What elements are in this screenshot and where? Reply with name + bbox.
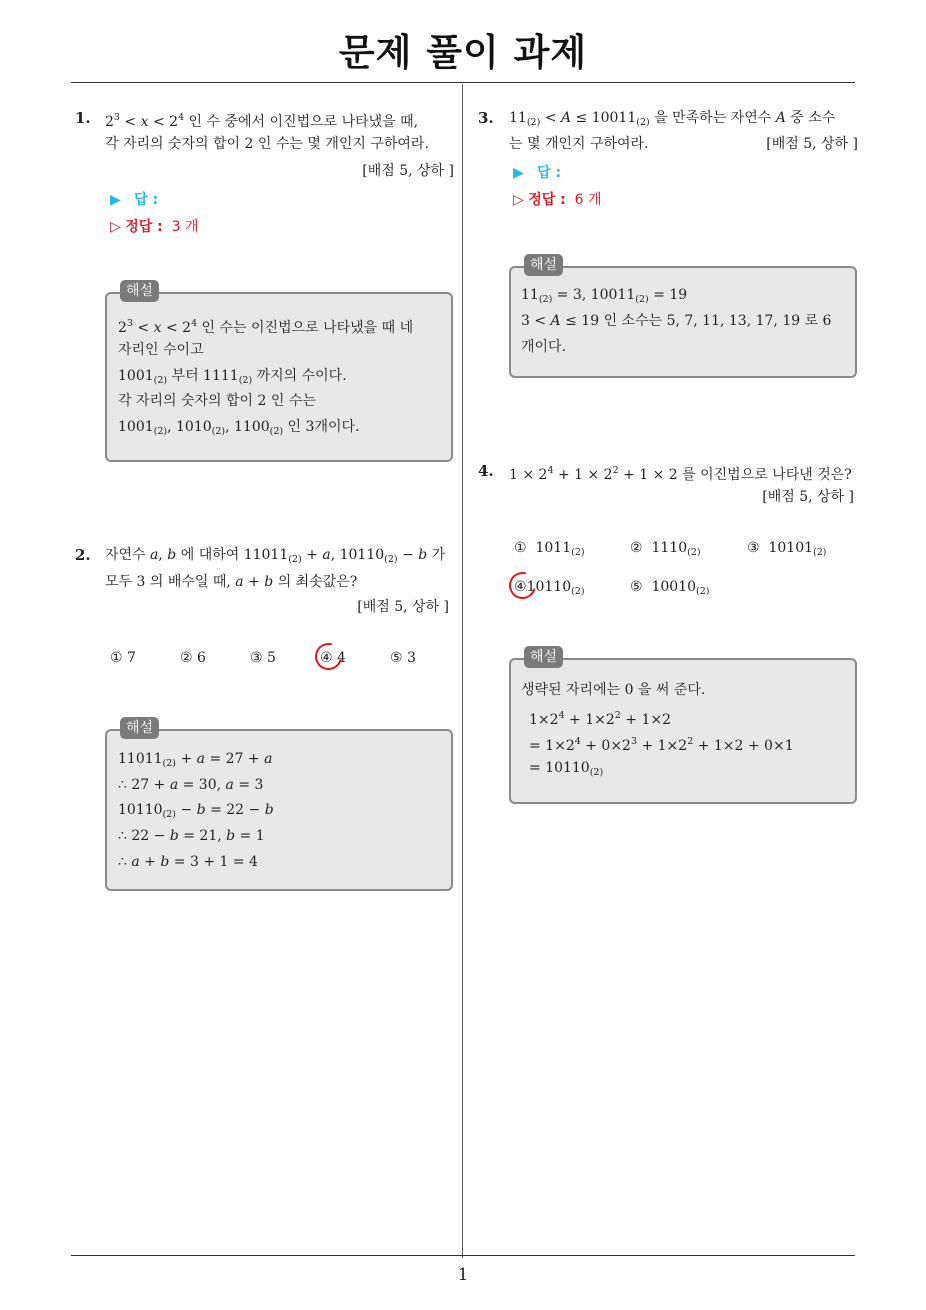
question-1-explanation-line: 자리인 수이고 xyxy=(118,342,204,358)
question-2-explanation-line: ∴ a + b = 3 + 1 = 4 xyxy=(118,854,258,870)
question-1-explanation-line: $1001_{(2)}$, $1010_{(2)}$, $1100_{(2)}$ 인 3개이다. xyxy=(118,419,360,437)
question-4-explanation-line: 생략된 자리에는 0 을 써 준다. xyxy=(521,682,706,698)
question-2-line-2: 모두 3 의 배수일 때, a + b 의 최솟값은? xyxy=(105,574,358,590)
question-2-choice-3[interactable]: ③ 5 xyxy=(250,650,276,666)
question-2-explanation-tag: 해설 xyxy=(120,717,159,739)
question-4-line-1: $1 \times 2^4 + 1 \times 2^2 + 1 \times 2$ 를 이진법으로 나타낸 것은? xyxy=(509,465,852,483)
question-1-correct-answer: ▷ 정답 : 3 개 xyxy=(110,219,199,235)
question-2-explanation-line: ∴ 27 + a = 30, a = 3 xyxy=(118,777,264,793)
question-4-choice-4[interactable]: $④10110_{(2)}$ xyxy=(514,579,585,597)
page-number: 1 xyxy=(457,1265,469,1285)
question-4-explanation-line: = $10110_{(2)}$ xyxy=(529,760,604,778)
question-4-choice-3[interactable]: ③ $10101_{(2)}$ xyxy=(747,540,827,558)
question-2-meta: [배점 5, 상하 ] xyxy=(357,599,449,615)
question-1-answer[interactable]: ▶ 답 : xyxy=(110,192,159,208)
answer-circle-mark xyxy=(310,638,347,675)
header-rule xyxy=(71,82,855,83)
question-3-explanation-line: 개이다. xyxy=(521,339,567,355)
question-1-meta: [배점 5, 상하 ] xyxy=(362,163,454,179)
page-title: 문제 풀이 과제 xyxy=(338,31,588,74)
question-3-line-2: 는 몇 개인지 구하여라. xyxy=(509,136,649,152)
question-2-number: 2. xyxy=(75,546,91,564)
question-1-number: 1. xyxy=(75,109,91,127)
question-1-explanation-tag: 해설 xyxy=(120,280,159,302)
play-icon: ▶ xyxy=(513,165,524,181)
question-1-explanation-line: 각 자리의 숫자의 합이 2 인 수는 xyxy=(118,393,316,409)
question-2-line-1: 자연수 a, b 에 대하여 $11011_{(2)} + a$, $10110_{(2)} - b$ 가 xyxy=(105,547,446,565)
footer-rule xyxy=(71,1255,855,1256)
question-3-explanation-line: $11_{(2)} = 3$, $10011_{(2)} = 19$ xyxy=(521,287,688,305)
question-1-explanation-line: $1001_{(2)}$ 부터 $1111_{(2)}$ 까지의 수이다. xyxy=(118,368,347,386)
question-4-explanation-tag: 해설 xyxy=(524,646,563,668)
question-2-choice-5[interactable]: ⑤ 3 xyxy=(390,650,416,666)
question-4-explanation-line: $1\times 2^4 + 1\times 2^2 + 1\times 2$ xyxy=(529,710,672,728)
question-3-number: 3. xyxy=(478,109,494,127)
question-2-explanation-line: $11011_{(2)} + a = 27 + a$ xyxy=(118,751,273,769)
play-outline-icon: ▷ xyxy=(110,219,121,235)
question-3-correct-answer: ▷ 정답 : 6 개 xyxy=(513,192,602,208)
question-2-choice-1[interactable]: ① 7 xyxy=(110,650,136,666)
question-1-explanation-line: $2^3 < x < 2^4$ 인 수는 이진법으로 나타냈을 때 네 xyxy=(118,318,414,336)
question-2-explanation-line: $10110_{(2)} - b = 22 - b$ xyxy=(118,802,274,820)
question-3-explanation-line: 3 < A ≤ 19 인 소수는 5, 7, 11, 13, 17, 19 로 6 xyxy=(521,313,832,329)
question-3-line-1: $11_{(2)} < A \le 10011_{(2)}$ 을 만족하는 자연수 A 중 소수 xyxy=(509,110,836,128)
question-4-explanation-line: = $1\times 2^4 + 0\times 2^3 + 1\times 2^2 + 1\times 2 + 0\times 1$ xyxy=(529,736,794,754)
question-2-explanation-line: ∴ 22 − b = 21, b = 1 xyxy=(118,828,265,844)
question-4-choice-5[interactable]: ⑤ $10010_{(2)}$ xyxy=(630,579,710,597)
question-4-meta: [배점 5, 상하 ] xyxy=(762,489,854,505)
column-divider xyxy=(462,84,463,1258)
question-1-line-1: $2^3 < x < 2^4$ 인 수 중에서 이진법으로 나타냈을 때, xyxy=(105,112,419,130)
question-3-answer[interactable]: ▶ 답 : xyxy=(513,165,562,181)
question-2-choice-2[interactable]: ② 6 xyxy=(180,650,206,666)
question-1-line-2: 각 자리의 숫자의 합이 2 인 수는 몇 개인지 구하여라. xyxy=(105,136,429,152)
question-2-choice-4[interactable]: ④ 4 xyxy=(320,650,346,666)
question-3-explanation-tag: 해설 xyxy=(524,254,563,276)
question-4-choice-2[interactable]: ② $1110_{(2)}$ xyxy=(630,540,701,558)
question-4-number: 4. xyxy=(478,462,494,480)
question-4-choice-1[interactable]: ① $1011_{(2)}$ xyxy=(514,540,585,558)
play-outline-icon: ▷ xyxy=(513,192,524,208)
play-icon: ▶ xyxy=(110,192,121,208)
question-3-meta: [배점 5, 상하 ] xyxy=(766,136,858,152)
